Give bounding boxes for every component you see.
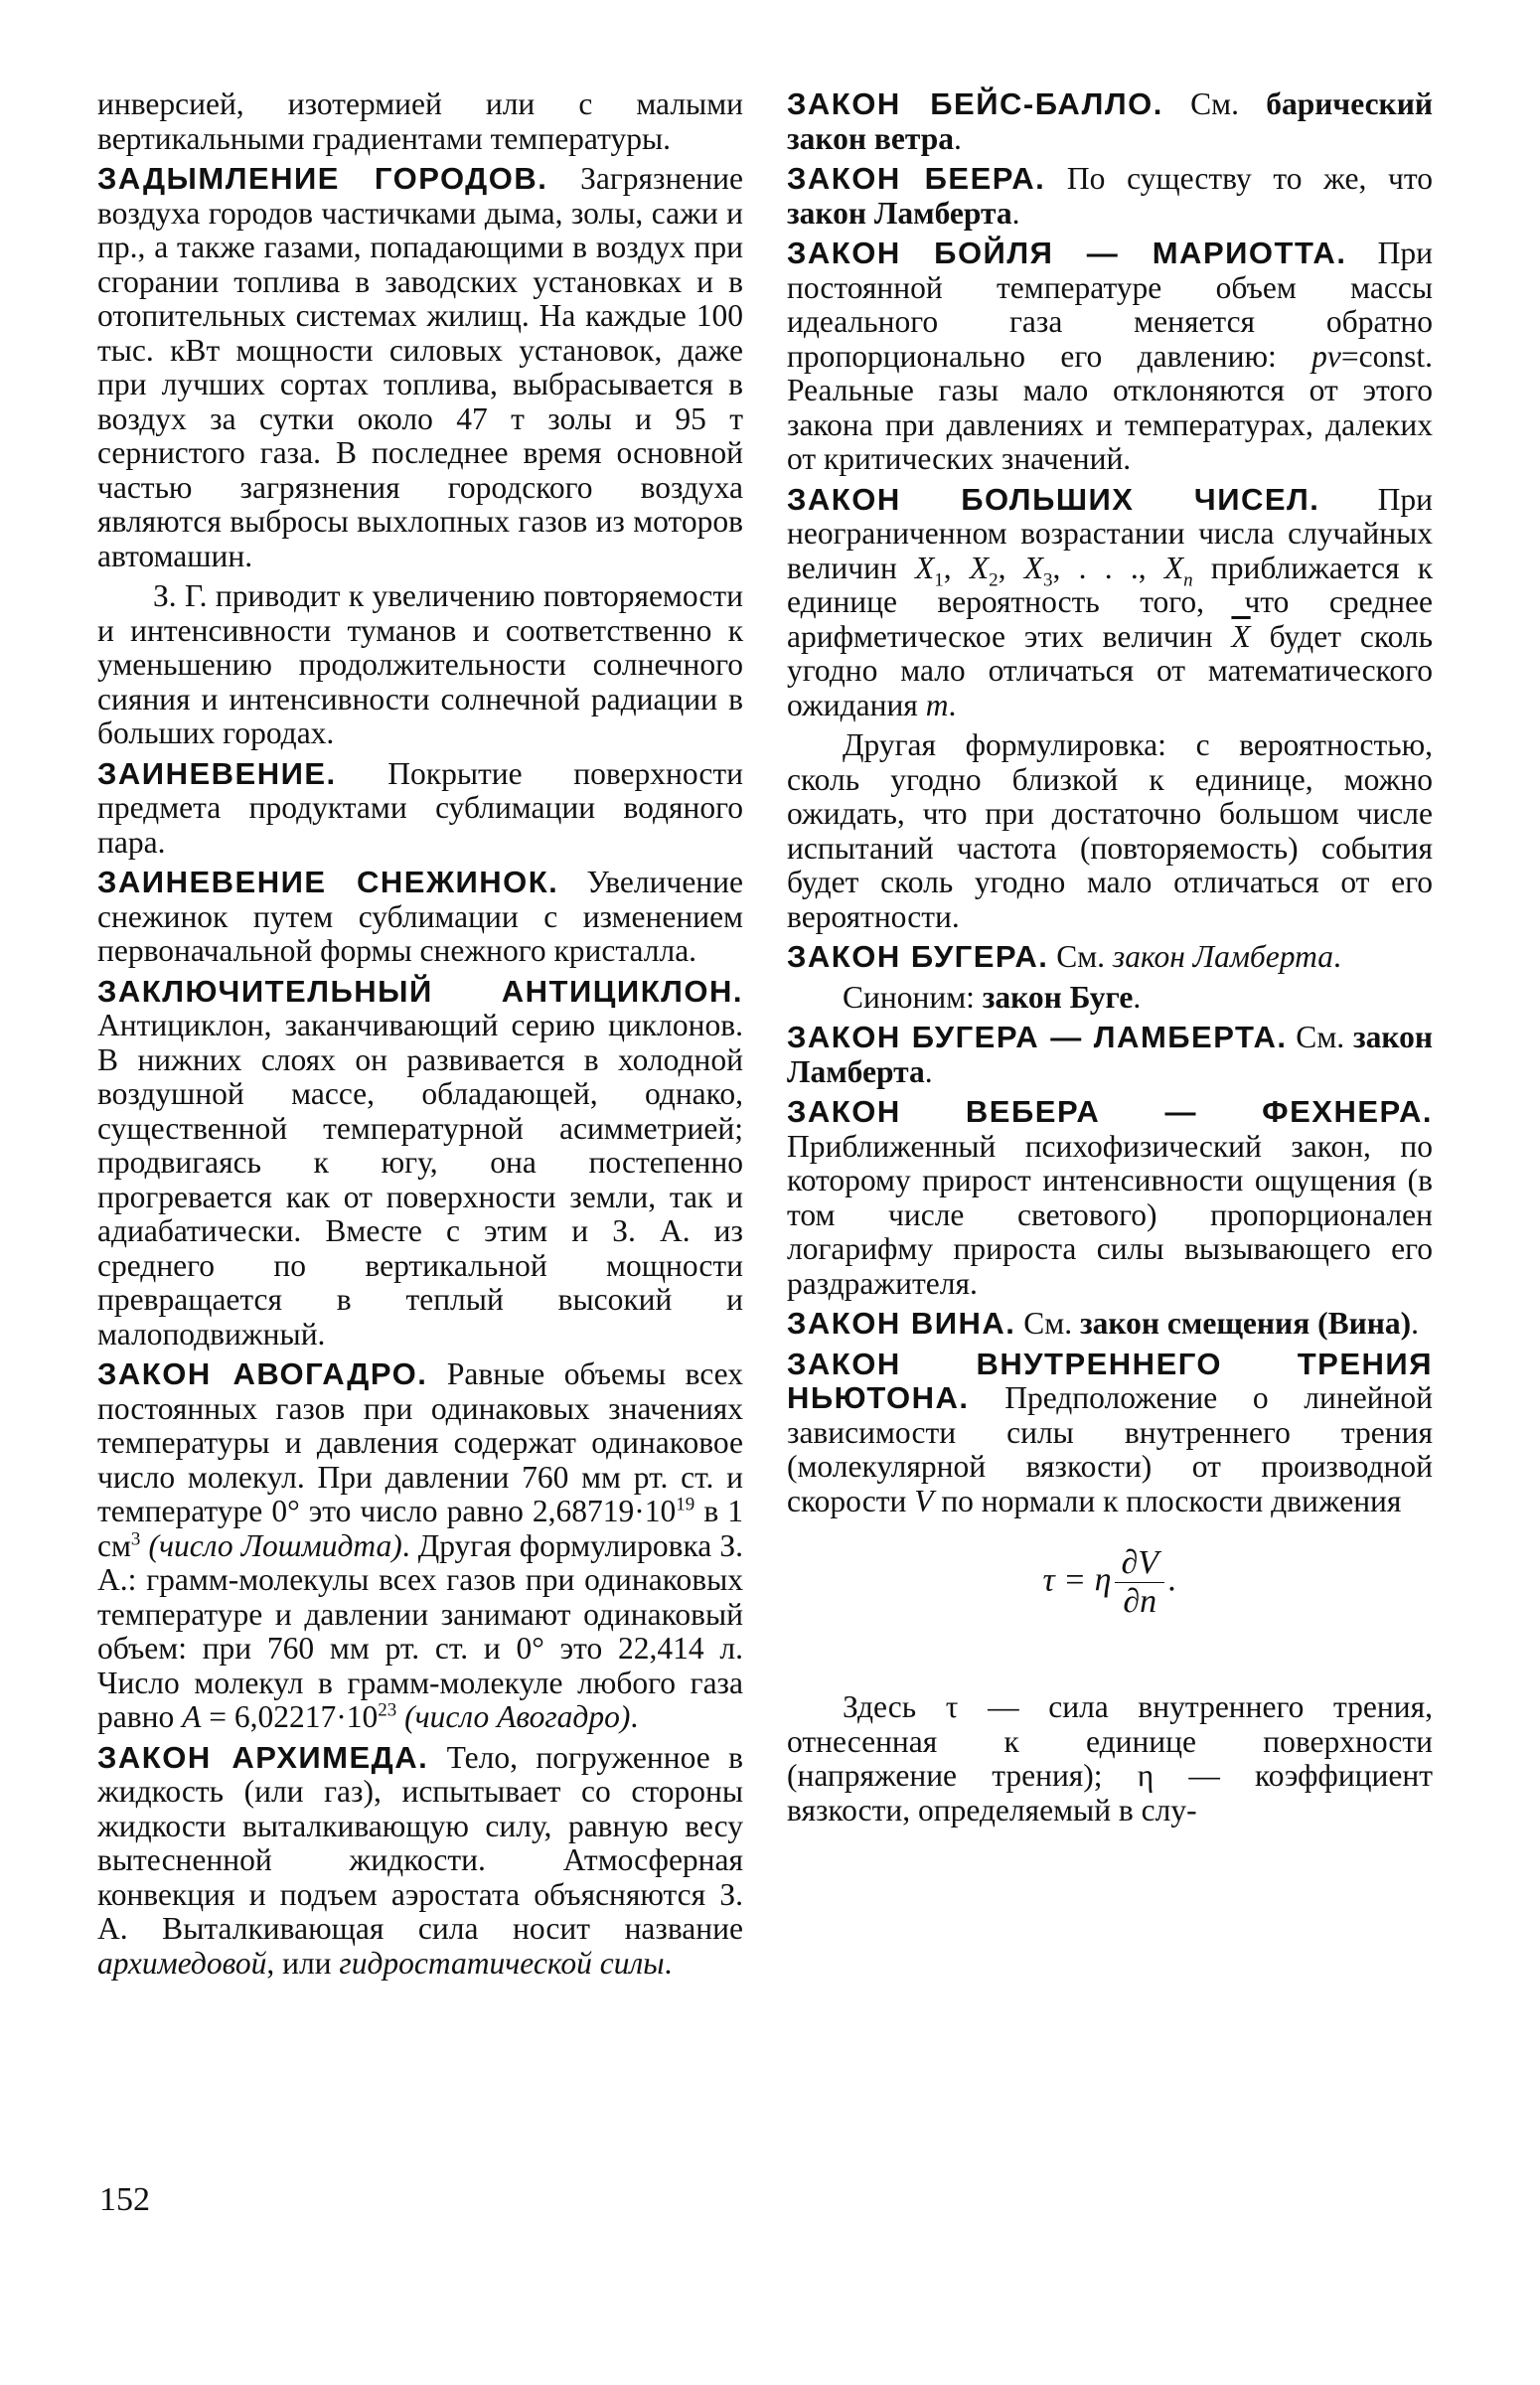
exponent: 19: [676, 1494, 695, 1515]
fraction-denominator: ∂n: [1123, 1583, 1157, 1620]
entry-beis-ballo: [787, 87, 1433, 156]
term-italic: гидростатической силы: [339, 1945, 665, 1981]
definition: Равные объемы всех постоянных газов при одинаковых значениях температуры и давления содержат одинаковое число молекул. При давлении 760 мм рт. ст. и температуре 0° это число равно 2,68719·10: [97, 1356, 743, 1528]
definition: Загрязнение воздуха городов частичками дыма, золы, сажи и пр., а также газами, попадающими в воздух при сгорании топлива в заводских установках и в отопительных системах жилищ. На каждые 100 тыс. кВт мощности силовых установок, даже при лучших сортах топлива, выбрасывается в воздух за сутки около 47 т золы и 95 т сернистого газа. В последнее время основной частью загрязнения городского воздуха являются выбросы выхлопных газов из моторов автомашин.: [97, 161, 743, 573]
entry-zaine: [97, 757, 743, 861]
definition: .: [630, 1699, 639, 1734]
definition: .: [1332, 939, 1341, 974]
definition: См.: [1048, 939, 1113, 974]
definition: .: [1133, 979, 1142, 1015]
entry-boyle-mariotte: [787, 237, 1433, 477]
right-column: [787, 87, 1433, 1833]
definition: . Реальные газы мало отклоняются от этого закона при давлениях и температурах, далеких от критических значений.: [787, 338, 1433, 476]
definition: приближается к единице вероятность того, что среднее арифметическое этих величин: [787, 550, 1434, 654]
definition: .: [948, 687, 957, 722]
headword: ЗАКОН БОЙЛЯ — МАРИОТТА.: [787, 236, 1347, 270]
definition: Увеличение снежинок путем сублимации с изменением первоначальной формы снежного кристалла.: [97, 865, 743, 968]
definition: будет сколь угодно мало отличаться от математического ожидания: [787, 618, 1433, 722]
synonym-line: [787, 981, 1433, 1016]
entry-buger: [787, 940, 1433, 975]
definition: Приближенный психофизический закон, по которому прирост интенсивности ощущения (в том числе светового) пропорционален логарифму прироста силы вызывающего его раздражителя.: [787, 1128, 1433, 1301]
definition: , . . .,: [1052, 550, 1164, 585]
term-italic: архимедовой: [97, 1945, 267, 1981]
subscript: 1: [934, 568, 944, 590]
entry-zakl-anticiklon: [97, 975, 743, 1352]
cross-reference: закон Ламберта: [787, 1020, 1434, 1089]
subscript: n: [1183, 568, 1193, 590]
math-symbol: X: [1023, 550, 1044, 585]
definition: [140, 1528, 148, 1563]
math-symbol: X: [1163, 550, 1184, 585]
math-symbol: X: [915, 550, 935, 585]
headword: ЗАКОН ВЕБЕРА — ФЕХНЕРА.: [787, 1094, 1433, 1129]
headword: ЗАКОН БУГЕРА — ЛАМБЕРТА.: [787, 1020, 1288, 1054]
definition: по нормали к плоскости движения: [933, 1483, 1402, 1518]
entry-weber-fechner: [787, 1095, 1433, 1301]
paragraph: Другая формулировка: с вероятностью, сколь угодно близкой к единице, можно ожидать, что при достаточно большом числе испытаний частота (повторяемость) события будет сколь угодно мало отличаться от его вероятности.: [787, 727, 1433, 934]
exponent: 23: [378, 1699, 397, 1721]
cross-reference: закон Ламберта: [787, 195, 1012, 231]
entry-newton-friction: [787, 1348, 1433, 1519]
headword: ЗАКОН БЕЙС-БАЛЛО.: [787, 86, 1163, 121]
cross-reference: барический закон ветра: [787, 86, 1433, 156]
math-symbol: X: [969, 550, 990, 585]
entry-zadymlenie: [97, 162, 743, 573]
definition: .: [664, 1945, 673, 1981]
exponent: 3: [130, 1528, 141, 1549]
math-symbol: A: [182, 1699, 202, 1734]
definition: При неограниченном возрастании числа случайных величин: [787, 481, 1434, 585]
definition: Тело, погруженное в жидкость (или газ), испытывает со стороны жидкости выталкивающую силу, равную весу вытесненной жидкости. Атмосферная конвекция и подъем аэростата объясняются З. А. Выталкивающая сила носит название: [97, 1739, 743, 1946]
entry-buger-lambert: [787, 1021, 1433, 1089]
fraction-numerator: ∂V: [1115, 1544, 1164, 1583]
entry-bolshih-chisel: [787, 483, 1433, 723]
definition: .: [1411, 1306, 1420, 1341]
entry-arhimed: [97, 1741, 743, 1982]
definition: См.: [1287, 1020, 1353, 1054]
headword: ЗАИНЕВЕНИЕ.: [97, 755, 337, 791]
headword: ЗАКЛЮЧИТЕЛЬНЫЙ АНТИЦИКЛОН.: [97, 973, 743, 1009]
headword: ЗАКОН АРХИМЕДА.: [97, 1739, 429, 1775]
definition: ,: [998, 550, 1024, 585]
headword: ЗАКОН БУГЕРА.: [787, 939, 1049, 974]
math-symbol: m: [925, 687, 949, 722]
definition: Покрытие поверхности предмета продуктами сублимации водяного пара.: [97, 755, 743, 860]
definition: . Другая формулировка З. А.: грамм-молекулы всех газов при одинаковых температуре и давлении занимают одинаковый объем: при 760 мм рт. ст. и 0° это 22,414 л. Число молекул в грамм-молекуле любого газа равно: [97, 1527, 744, 1734]
formula-lhs: τ = η: [1042, 1561, 1112, 1599]
fraction: [1115, 1544, 1164, 1621]
paragraph: З. Г. приводит к увеличению повторяемости и интенсивности туманов и соответственно к уменьшению продолжительности солнечного сияния и интенсивности солнечной радиации в больших городах.: [97, 578, 743, 750]
synonym: закон Буге: [982, 979, 1134, 1015]
definition: .: [954, 120, 962, 156]
entry-zaine-snezhinok: [97, 866, 743, 969]
continuation-text: инверсией, изотермией или с малыми вертикальными градиентами температуры.: [97, 86, 743, 156]
headword: ЗАКОН ВНУТРЕННЕГО ТРЕНИЯ НЬЮТОНА.: [787, 1346, 1433, 1415]
term-italic: (число Лошмидта): [148, 1527, 402, 1563]
page-number: 152: [99, 2181, 150, 2218]
definition: По существу то же, что: [1045, 161, 1433, 196]
subscript: 3: [1043, 568, 1053, 590]
definition: См.: [1162, 86, 1267, 121]
definition: .: [1011, 195, 1020, 231]
entry-wien: [787, 1307, 1433, 1342]
definition: ,: [943, 550, 970, 585]
definition: = 6,02217·10: [201, 1699, 379, 1734]
synonym-label: Синоним:: [843, 979, 983, 1015]
formula-end: .: [1168, 1561, 1177, 1599]
definition: См.: [1015, 1306, 1080, 1341]
headword: ЗАКОН БЕЕРА.: [787, 161, 1046, 196]
term-italic: (число Авогадро): [404, 1699, 631, 1734]
display-formula: [787, 1544, 1433, 1621]
math-symbol-mean: $\overline{X}$: [1231, 618, 1251, 654]
formula-inline: pv: [1311, 338, 1341, 374]
definition: [396, 1699, 404, 1734]
headword: ЗАИНЕВЕНИЕ СНЕЖИНОК.: [97, 865, 559, 899]
entry-beer: [787, 162, 1433, 231]
paragraph: Здесь τ — сила внутреннего трения, отнесенная к единице поверхности (напряжение трения); η — коэффициент вязкости, определяемый в слу-: [787, 1689, 1433, 1828]
definition: в 1 см: [97, 1494, 744, 1563]
headword: ЗАДЫМЛЕНИЕ ГОРОДОВ.: [97, 161, 548, 196]
left-column: [97, 87, 743, 1987]
headword: ЗАКОН ВИНА.: [787, 1306, 1016, 1341]
entry-avogadro: [97, 1357, 743, 1735]
definition: Антициклон, заканчивающий серию циклонов. В нижних слоях он развивается в холодной воздушной массе, обладающей, однако, существенной температурной асимметрией; продвигаясь к югу, она постепенно прогревается как от поверхности земли, так и адиабатически. Вместе с этим и З. А. из среднего по вертикальной мощности превращается в теплый высокий и малоподвижный.: [97, 1008, 743, 1352]
definition: При постоянной температуре объем массы идеального газа меняется обратно пропорционально его давлению:: [787, 236, 1433, 374]
entry-continuation: [97, 87, 743, 156]
subscript: 2: [989, 568, 999, 590]
math-symbol: V: [914, 1483, 934, 1518]
cross-reference: закон Ламберта: [1112, 939, 1333, 974]
cross-reference: закон смещения (Вина): [1079, 1306, 1412, 1341]
definition: .: [924, 1053, 933, 1089]
definition: , или: [266, 1945, 340, 1981]
definition: Предположение о линейной зависимости силы внутреннего трения (молекулярной вязкости) от производной скорости: [787, 1380, 1433, 1518]
headword: ЗАКОН БОЛЬШИХ ЧИСЕЛ.: [787, 481, 1320, 517]
formula-inline: =const: [1340, 338, 1426, 374]
headword: ЗАКОН АВОГАДРО.: [97, 1356, 428, 1391]
